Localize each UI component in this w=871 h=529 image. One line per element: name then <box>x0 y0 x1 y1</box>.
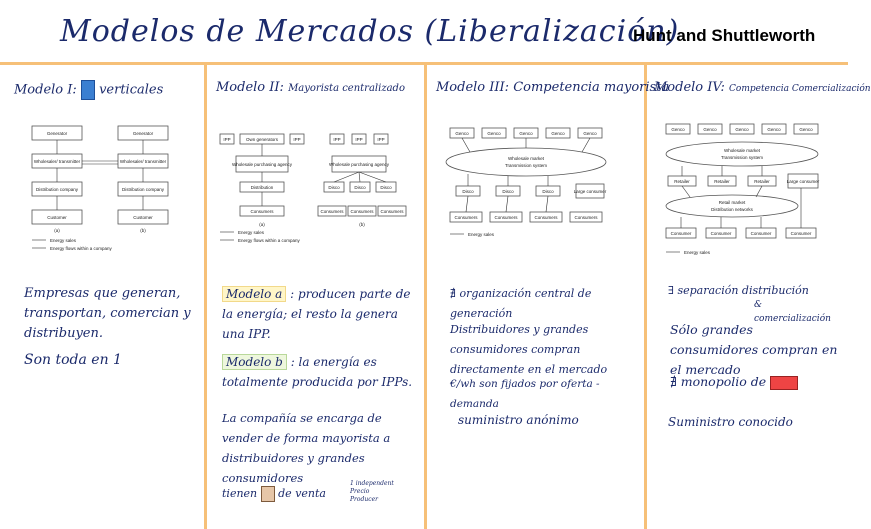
person-icon <box>261 486 275 502</box>
building-icon <box>81 80 95 100</box>
column-divider <box>644 64 647 529</box>
svg-text:Wholesale market: Wholesale market <box>507 156 545 161</box>
svg-text:Genco: Genco <box>799 127 813 132</box>
svg-text:Genco: Genco <box>703 127 717 132</box>
svg-text:Genco: Genco <box>519 131 533 136</box>
svg-text:Genco: Genco <box>455 131 469 136</box>
svg-text:Disco: Disco <box>542 189 554 194</box>
model-2-note-b: Modelo b : la energía es totalmente producida por IPPs. <box>222 355 413 389</box>
svg-text:Generator: Generator <box>132 131 154 136</box>
svg-text:Transmission system: Transmission system <box>720 155 764 160</box>
svg-text:Disco: Disco <box>502 189 514 194</box>
svg-text:Genco: Genco <box>671 127 685 132</box>
model-4-note-4: Suministro conocido <box>668 415 793 429</box>
svg-text:Distribution: Distribution <box>250 185 274 190</box>
svg-text:(a): (a) <box>54 228 60 233</box>
svg-text:Large consumer: Large consumer <box>786 179 820 184</box>
svg-text:Energy sales: Energy sales <box>50 238 77 243</box>
model-3-note-3: €/wh son fijados por oferta - demanda <box>450 378 600 410</box>
model-3-note-2: Distribuidores y grandes consumidores compran directamente en el mercado <box>450 323 608 376</box>
svg-text:Retailer: Retailer <box>754 179 770 184</box>
svg-text:(a): (a) <box>259 222 265 227</box>
svg-text:Retail market: Retail market <box>718 200 746 205</box>
model-4-diagram <box>660 120 836 260</box>
svg-text:Distribution company: Distribution company <box>121 187 165 192</box>
svg-text:Wholesaler/ transmitter: Wholesaler/ transmitter <box>33 159 81 164</box>
svg-text:IPP: IPP <box>355 137 363 142</box>
model-2-legend: 1 independent Precio Producer <box>350 480 394 503</box>
model-2-note-a: Modelo a : producen parte de la energía; el resto la genera una IPP. <box>222 287 411 341</box>
model-1-diagram <box>26 118 186 256</box>
svg-text:Customer: Customer <box>133 215 153 220</box>
model-1-note-2: Son toda en 1 <box>24 352 122 368</box>
svg-text:Consumer: Consumer <box>790 231 812 236</box>
svg-text:Wholesaler/ transmitter: Wholesaler/ transmitter <box>119 159 167 164</box>
model-4-heading: Modelo IV: Competencia Comercialización <box>654 80 871 95</box>
svg-text:Genco: Genco <box>487 131 501 136</box>
svg-text:Genco: Genco <box>767 127 781 132</box>
svg-text:Retailer: Retailer <box>714 179 730 184</box>
svg-text:Large consumer: Large consumer <box>573 189 607 194</box>
svg-text:Energy sales: Energy sales <box>684 250 711 255</box>
page-title: Modelos de Mercados (Liberalización) <box>60 14 680 49</box>
svg-text:Own generators: Own generators <box>245 137 279 142</box>
svg-text:Consumer: Consumer <box>750 231 772 236</box>
svg-text:Genco: Genco <box>735 127 749 132</box>
svg-text:Consumers: Consumers <box>250 209 274 214</box>
svg-text:Consumers: Consumers <box>574 215 598 220</box>
model-b-label: Modelo b <box>222 354 287 370</box>
svg-text:IPP: IPP <box>333 137 341 142</box>
svg-text:(b): (b) <box>359 222 365 227</box>
svg-text:IPP: IPP <box>377 137 385 142</box>
model-4-note-3: ∄ monopolio de <box>670 372 842 392</box>
diagram-a <box>32 126 82 233</box>
model-1-heading: Modelo I: verticales <box>14 80 163 100</box>
model-3-note-4: suministro anónimo <box>458 413 579 427</box>
model-4-note-1: ∃ separación distribución & comercialización <box>668 284 831 324</box>
svg-text:Transmission system: Transmission system <box>504 163 548 168</box>
svg-text:Disco: Disco <box>462 189 474 194</box>
model-4-note-2: Sólo grandes consumidores compran en el mercado <box>670 322 838 377</box>
svg-text:Consumers: Consumers <box>454 215 478 220</box>
diagram-b <box>82 126 168 233</box>
svg-text:Distribution company: Distribution company <box>35 187 79 192</box>
svg-text:Disco: Disco <box>328 185 340 190</box>
svg-text:Energy flows within a company: Energy flows within a company <box>238 238 300 243</box>
svg-text:Wholesale purchasing agency: Wholesale purchasing agency <box>328 162 390 167</box>
svg-text:Disco: Disco <box>380 185 392 190</box>
svg-text:Consumers: Consumers <box>320 209 344 214</box>
model-2-note-d: tienen de venta <box>222 487 326 500</box>
column-divider <box>424 64 427 529</box>
svg-text:Consumers: Consumers <box>534 215 558 220</box>
svg-text:IPP: IPP <box>293 137 301 142</box>
model-1-note: Empresas que generan, transportan, comercian y distribuyen. <box>24 286 191 341</box>
svg-text:IPP: IPP <box>223 137 231 142</box>
svg-text:Wholesale purchasing agency: Wholesale purchasing agency <box>231 162 293 167</box>
svg-text:Consumers: Consumers <box>494 215 518 220</box>
svg-text:Retailer: Retailer <box>674 179 690 184</box>
svg-text:Energy sales: Energy sales <box>468 232 495 237</box>
model-3-heading: Modelo III: Competencia mayorista <box>436 80 670 95</box>
svg-text:Consumers: Consumers <box>380 209 404 214</box>
svg-text:(b): (b) <box>140 228 146 233</box>
model-2-heading: Modelo II: Mayorista centralizado <box>216 80 405 95</box>
authors-label: Hunt and Shuttleworth <box>633 26 816 45</box>
model-3-note-1: ∄ organización central de generación <box>450 287 592 320</box>
svg-text:Distribution networks: Distribution networks <box>711 207 753 212</box>
svg-text:Consumers: Consumers <box>350 209 374 214</box>
model-2-diagram <box>214 126 414 246</box>
svg-text:Energy sales: Energy sales <box>238 230 265 235</box>
svg-text:Energy flows within a company: Energy flows within a company <box>50 246 112 251</box>
svg-text:Genco: Genco <box>583 131 597 136</box>
svg-text:Disco: Disco <box>354 185 366 190</box>
svg-text:Wholesale market: Wholesale market <box>723 148 761 153</box>
svg-text:Generator: Generator <box>46 131 68 136</box>
model-3-diagram <box>440 124 620 244</box>
svg-text:Genco: Genco <box>551 131 565 136</box>
truck-icon <box>770 376 798 390</box>
column-divider <box>204 64 207 529</box>
svg-text:Customer: Customer <box>47 215 67 220</box>
svg-text:Consumer: Consumer <box>670 231 692 236</box>
model-a-label: Modelo a <box>222 286 286 302</box>
svg-text:Consumer: Consumer <box>710 231 732 236</box>
model-2-note-c: La compañía se encarga de vender de forma mayorista a distribuidores y grandes consumidores <box>222 411 391 485</box>
